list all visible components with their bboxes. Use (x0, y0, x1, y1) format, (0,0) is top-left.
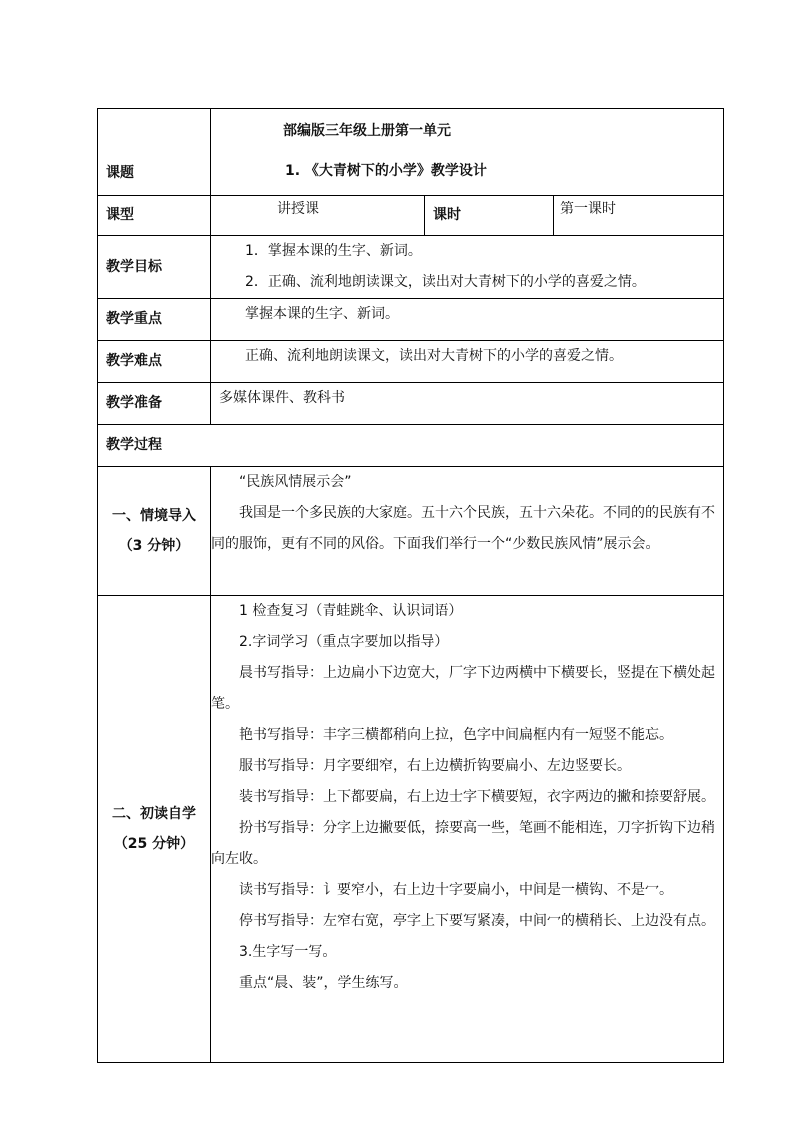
section-line: 重点“晨、装”，学生练写。 (239, 975, 408, 991)
lesson-period-value: 第一课时 (554, 196, 724, 236)
section-line: 读书写指导：讠要窄小，右上边十字要扁小，中间是一横钩、不是冖。 (239, 882, 673, 898)
lesson-plan-table (97, 108, 724, 1063)
process-header-row (98, 425, 724, 467)
section-line: 我国是一个多民族的大家庭。五十六个民族，五十六朵花。不同的的民族有不同的服饰，更有不同的风俗。下面我们举行一个“少数民族风情”展示会。 (211, 505, 715, 552)
preparation-text: 多媒体课件、教科书 (211, 383, 724, 425)
lesson-type-value: 讲授课 (211, 196, 425, 236)
section-line: 1 检查复习（青蛙跳伞、认识词语） (239, 603, 463, 619)
key-points-text: 掌握本课的生字、新词。 (211, 299, 724, 341)
section-name: 一、情境导入 (112, 508, 196, 524)
key-points-row (98, 299, 724, 341)
difficulties-text: 正确、流利地朗读课文，读出对大青树下的小学的喜爱之情。 (211, 341, 724, 383)
section-line: 服书写指导：月字要细窄，右上边横折钩要扁小、左边竖要长。 (239, 758, 631, 774)
section-line: 装书写指导：上下都要扁，右上边士字下横要短，衣字两边的撇和捺要舒展。 (239, 789, 715, 805)
goal-item: 1．掌握本课的生字、新词。 (245, 243, 422, 259)
section-content (211, 596, 724, 1063)
goals-content (211, 236, 724, 299)
preparation-label: 教学准备 (98, 383, 211, 425)
section-line: 3.生字写一写。 (239, 944, 337, 960)
process-label: 教学过程 (98, 425, 724, 467)
difficulties-label: 教学难点 (98, 341, 211, 383)
section-content (211, 467, 724, 596)
section-row (98, 467, 724, 596)
section-line: 2.字词学习（重点字要加以指导） (239, 634, 449, 650)
section-line: 扮书写指导：分字上边撇要低，捺要高一些，笔画不能相连，刀字折钩下边稍向左收。 (211, 820, 715, 867)
section-row (98, 596, 724, 1063)
lesson-title (211, 109, 724, 196)
section-line: 停书写指导：左窄右宽，亭字上下要写紧凑，中间冖的横稍长、上边没有点。 (239, 913, 715, 929)
section-name: 二、初读自学 (112, 806, 196, 822)
lesson-type-row (98, 196, 724, 236)
section-label (98, 596, 211, 1063)
section-label (98, 467, 211, 596)
difficulties-row (98, 341, 724, 383)
preparation-row (98, 383, 724, 425)
key-points-label: 教学重点 (98, 299, 211, 341)
section-time: （25 分钟） (113, 836, 195, 852)
section-line: 艳书写指导：丰字三横都稍向上拉，色字中间扁框内有一短竖不能忘。 (239, 727, 673, 743)
lesson-type-label: 课型 (98, 196, 211, 236)
topic-label: 课题 (98, 109, 211, 196)
goal-item: 2．正确、流利地朗读课文，读出对大青树下的小学的喜爱之情。 (245, 274, 646, 290)
goals-label: 教学目标 (98, 236, 211, 299)
section-line: 晨书写指导：上边扁小下边宽大，厂字下边两横中下横要长，竖提在下横处起笔。 (211, 665, 715, 712)
section-time: （3 分钟） (118, 538, 190, 554)
goals-row (98, 236, 724, 299)
title-line-1: 部编版三年级上册第一单元 (283, 123, 451, 139)
lesson-period-label: 课时 (425, 196, 554, 236)
title-line-2: 1. 《大青树下的小学》教学设计 (285, 163, 487, 179)
section-line: “民族风情展示会” (239, 474, 352, 490)
topic-row (98, 109, 724, 196)
